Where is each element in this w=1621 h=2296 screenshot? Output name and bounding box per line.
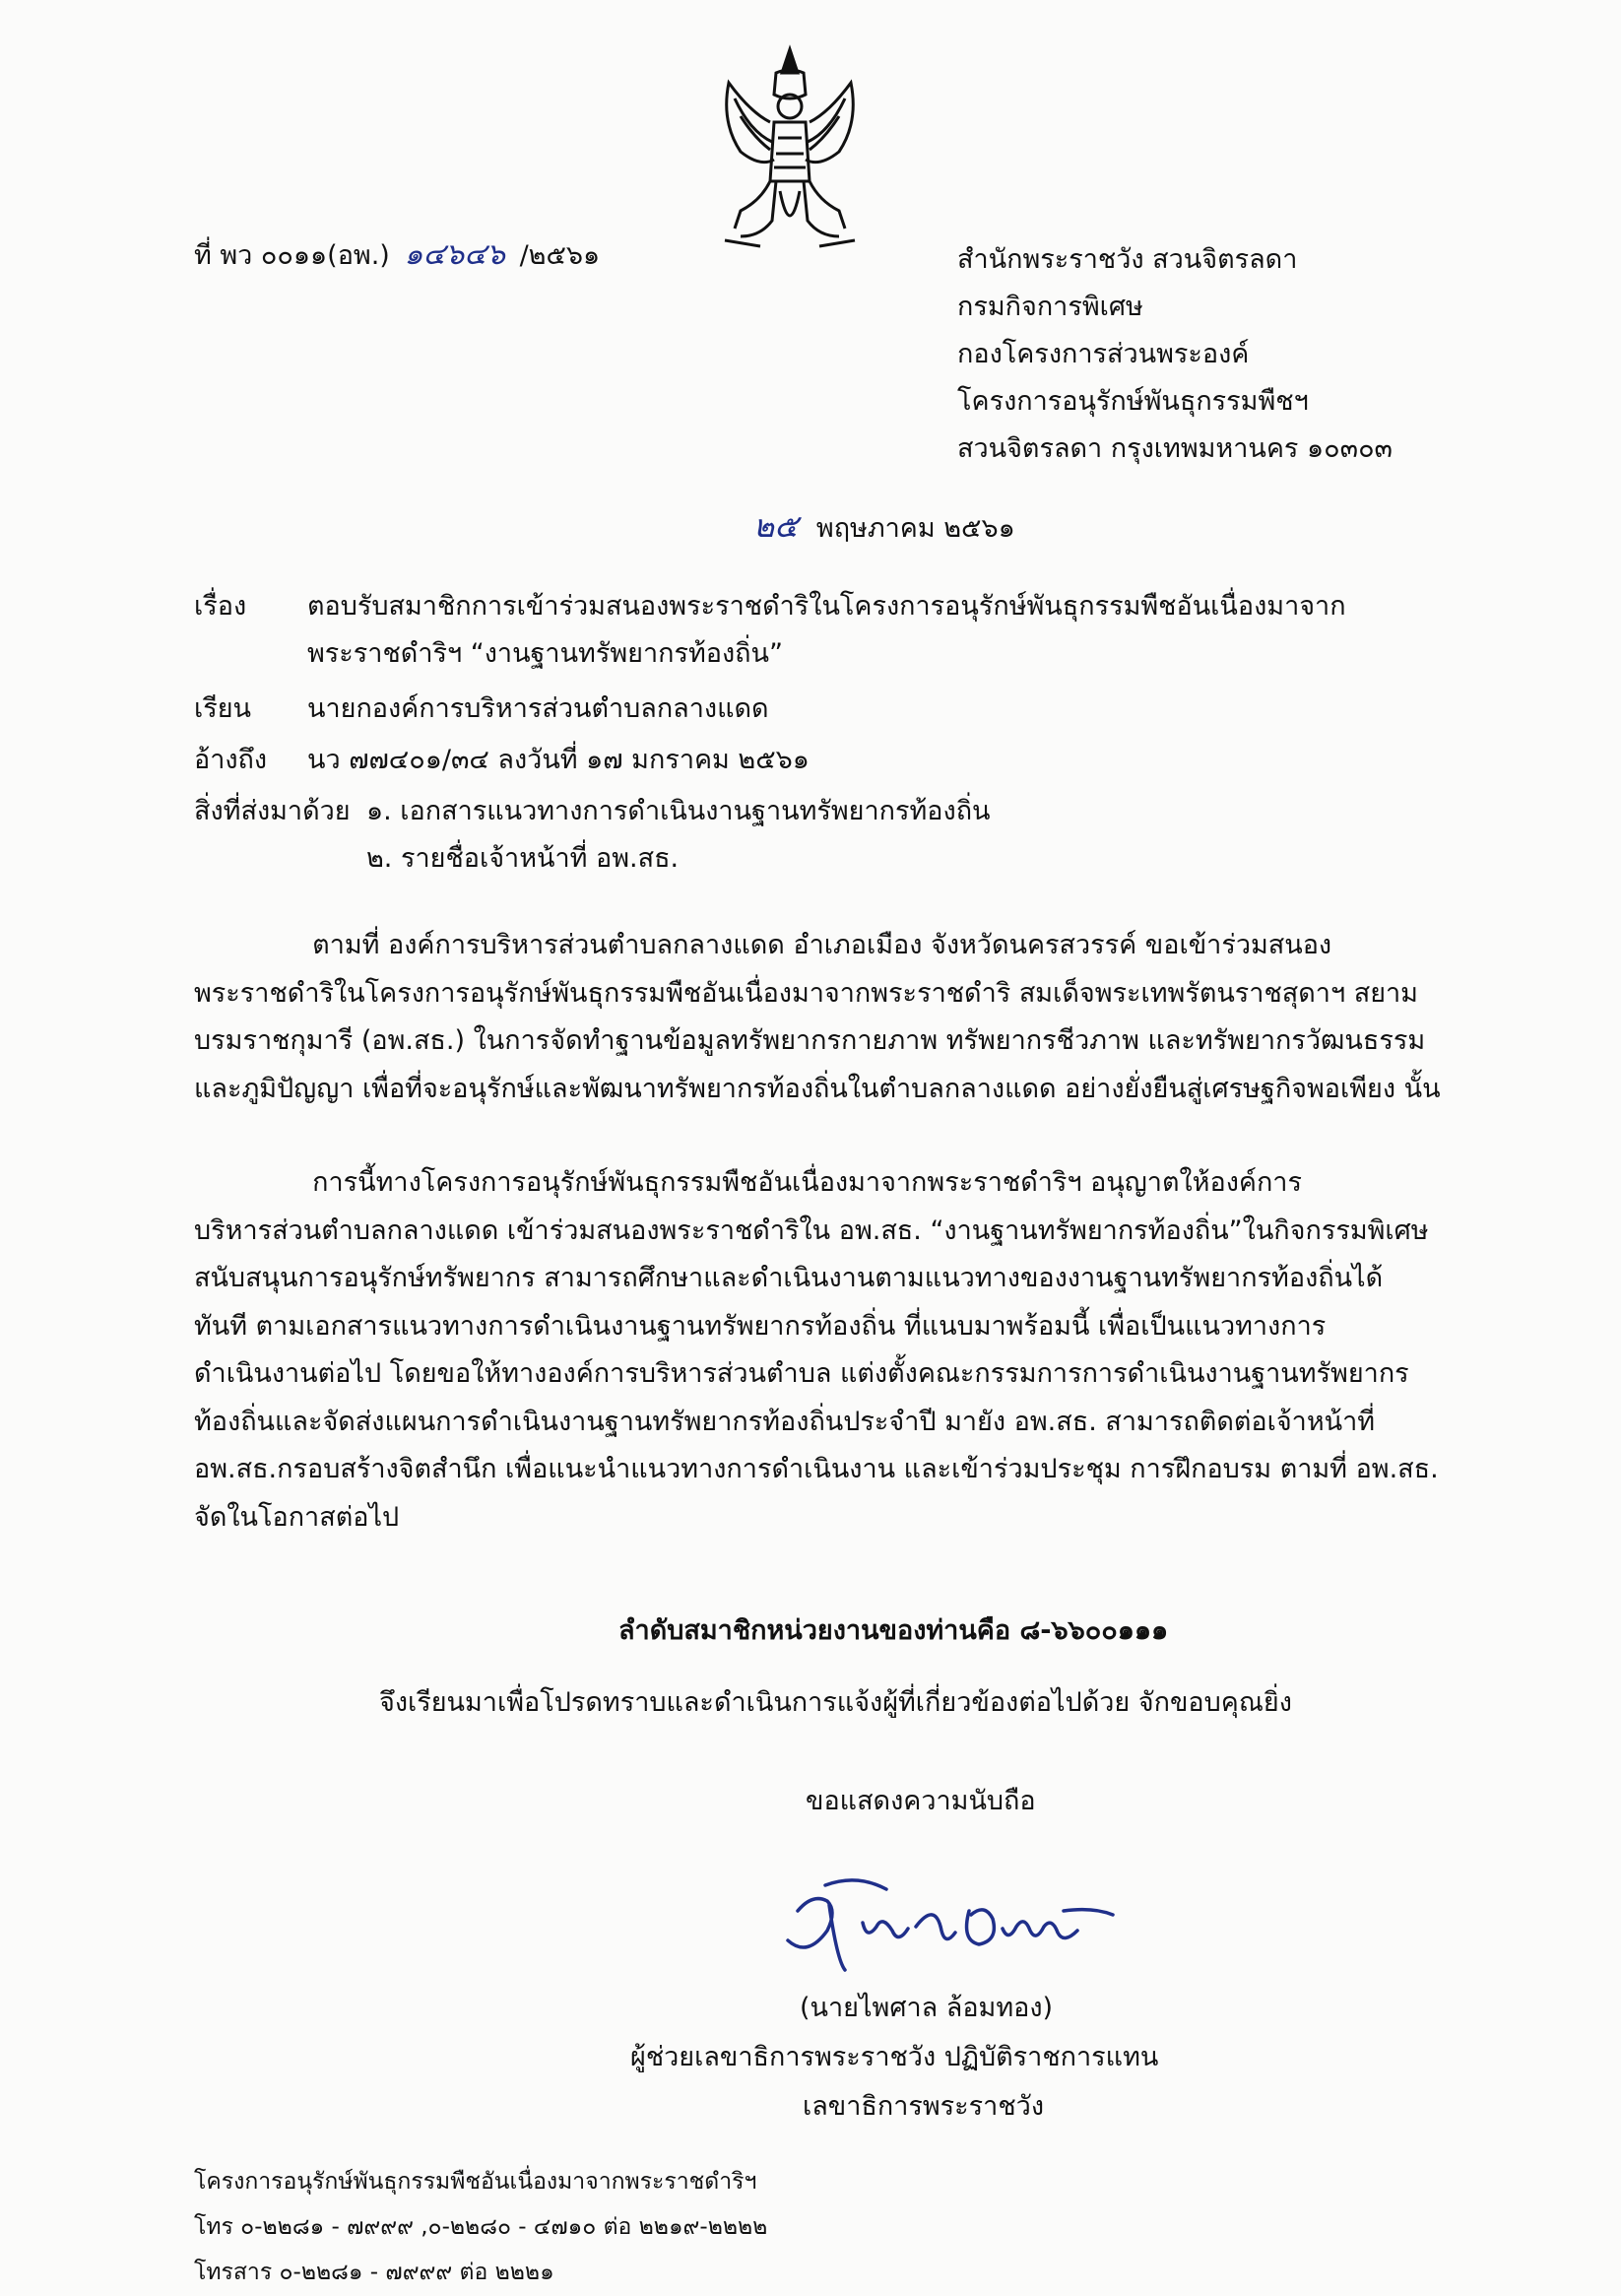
- subject-label: เรื่อง: [194, 591, 247, 622]
- paragraph-line: ตามที่ องค์การบริหารส่วนตำบลกลางแดด อำเภอเมือง จังหวัดนครสวรรค์ ขอเข้าร่วมสนอง: [194, 930, 1332, 960]
- to-value: นายกองค์การบริหารส่วนตำบลกลางแดด: [307, 693, 769, 724]
- sender-line: กรมกิจการพิเศษ: [957, 292, 1143, 322]
- sender-line: โครงการอนุรักษ์พันธุกรรมพืชฯ: [957, 386, 1309, 417]
- footer-tel: โทร ๐-๒๒๘๑ - ๗๙๙๙ ,๐-๒๒๘๐ - ๔๗๑๐ ต่อ ๒๒๑๙-๒๒๒๒: [194, 2214, 768, 2240]
- footer-contact: [194, 2159, 767, 2295]
- footer-org: โครงการอนุรักษ์พันธุกรรมพืชอันเนื่องมาจากพระราชดำริฯ: [194, 2169, 757, 2195]
- paragraph-line: อพ.สธ.กรอบสร้างจิตสำนึก เพื่อแนะนำแนวทางการดำเนินงาน และเข้าร่วมประชุม การฝึกอบรม ตามที่ อพ.สธ.: [194, 1454, 1439, 1484]
- sender-line: สวนจิตรลดา กรุงเทพมหานคร ๑๐๓๐๓: [957, 433, 1394, 464]
- closing-sentence: จึงเรียนมาเพื่อโปรดทราบและดำเนินการแจ้งผู้ที่เกี่ยวข้องต่อไปด้วย จักขอบคุณยิ่ง: [379, 1687, 1292, 1718]
- document-date: [753, 507, 1015, 548]
- enclosure-item: ๑. เอกสารแนวทางการดำเนินงานฐานทรัพยากรท้องถิ่น: [366, 796, 991, 826]
- enclosures-label: สิ่งที่ส่งมาด้วย: [194, 796, 351, 826]
- paragraph-2: [194, 1159, 1437, 1542]
- handwritten-signature: [768, 1871, 1123, 1980]
- signer-title-1: ผู้ช่วยเลขาธิการพระราชวัง ปฏิบัติราชการแทน: [630, 2042, 1159, 2072]
- reference-number: ๑๔๖๔๖: [404, 237, 505, 272]
- date-day: ๒๕: [753, 507, 799, 545]
- paragraph-line: ดำเนินงานต่อไป โดยขอให้ทางองค์การบริหารส่วนตำบล แต่งตั้งคณะกรรมการการดำเนินงานฐานทรัพยากร: [194, 1358, 1409, 1389]
- paragraph-line: ทันที ตามเอกสารแนวทางการดำเนินงานฐานทรัพยากรท้องถิ่น ที่แนบมาพร้อมนี้ เพื่อเป็นแนวทางการ: [194, 1310, 1327, 1342]
- signer-title-2: เลขาธิการพระราชวัง: [803, 2091, 1045, 2122]
- garuda-emblem-icon: [711, 43, 869, 258]
- reference-value: นว ๗๗๔๐๑/๓๔ ลงวันที่ ๑๗ มกราคม ๒๕๖๑: [307, 745, 810, 775]
- paragraph-line: สนับสนุนการอนุรักษ์ทรัพยากร สามารถศึกษาและดำเนินงานตามแนวทางของงานฐานทรัพยากรท้องถิ่นได้: [194, 1263, 1384, 1293]
- document-reference: [194, 236, 600, 275]
- footer-fax: โทรสาร ๐-๒๒๘๑ - ๗๙๙๙ ต่อ ๒๒๒๑: [194, 2260, 554, 2285]
- respect-line: ขอแสดงความนับถือ: [806, 1786, 1036, 1816]
- paragraph-line: ท้องถิ่นและจัดส่งแผนการดำเนินงานฐานทรัพยากรท้องถิ่นประจำปี มายัง อพ.สธ. สามารถติดต่อเจ้าหน้าที่: [194, 1406, 1376, 1437]
- paragraph-1: [194, 922, 1441, 1113]
- reference-suffix: /๒๕๖๑: [519, 240, 601, 271]
- enclosure-item: ๒. รายชื่อเจ้าหน้าที่ อพ.สธ.: [366, 843, 680, 874]
- subject-line-2: พระราชดำริฯ “งานฐานทรัพยากรท้องถิ่น”: [307, 638, 783, 669]
- paragraph-line: จัดในโอกาสต่อไป: [194, 1501, 400, 1533]
- paragraph-line: การนี้ทางโครงการอนุรักษ์พันธุกรรมพืชอันเนื่องมาจากพระราชดำริฯ อนุญาตให้องค์การ: [194, 1167, 1302, 1198]
- sender-address: [957, 236, 1393, 473]
- reference-prefix: ที่ พว ๐๐๑๑(อพ.): [194, 240, 390, 271]
- to-label: เรียน: [194, 693, 252, 724]
- subject-line-1: ตอบรับสมาชิกการเข้าร่วมสนองพระราชดำริในโครงการอนุรักษ์พันธุกรรมพืชอันเนื่องมาจาก: [307, 591, 1346, 622]
- sender-line: กองโครงการส่วนพระองค์: [957, 339, 1250, 369]
- sender-line: สำนักพระราชวัง สวนจิตรลดา: [957, 244, 1298, 275]
- reference-label: อ้างถึง: [194, 745, 268, 775]
- paragraph-line: และภูมิปัญญา เพื่อที่จะอนุรักษ์และพัฒนาทรัพยากรท้องถิ่นในตำบลกลางแดด อย่างยั่งยืนสู่เศรษฐกิจพอเพียง นั้น: [194, 1073, 1441, 1104]
- member-number: ลำดับสมาชิกหน่วยงานของท่านคือ ๘-๖๖๐๐๑๑๑: [618, 1615, 1169, 1646]
- date-month-year: พฤษภาคม ๒๕๖๑: [815, 513, 1015, 544]
- paragraph-line: พระราชดำริในโครงการอนุรักษ์พันธุกรรมพืชอันเนื่องมาจากพระราชดำริ สมเด็จพระเทพรัตนราชสุดาฯ สยาม: [194, 977, 1418, 1009]
- paragraph-line: บริหารส่วนตำบลกลางแดด เข้าร่วมสนองพระราชดำริใน อพ.สธ. “งานฐานทรัพยากรท้องถิ่น”ในกิจกรรมพิเศษ: [194, 1214, 1429, 1246]
- signer-name: (นายไพศาล ล้อมทอง): [800, 1993, 1054, 2023]
- paragraph-line: บรมราชกุมารี (อพ.สธ.) ในการจัดทำฐานข้อมูลทรัพยากรกายภาพ ทรัพยากรชีวภาพ และทรัพยากรวัฒนธรรม: [194, 1025, 1426, 1056]
